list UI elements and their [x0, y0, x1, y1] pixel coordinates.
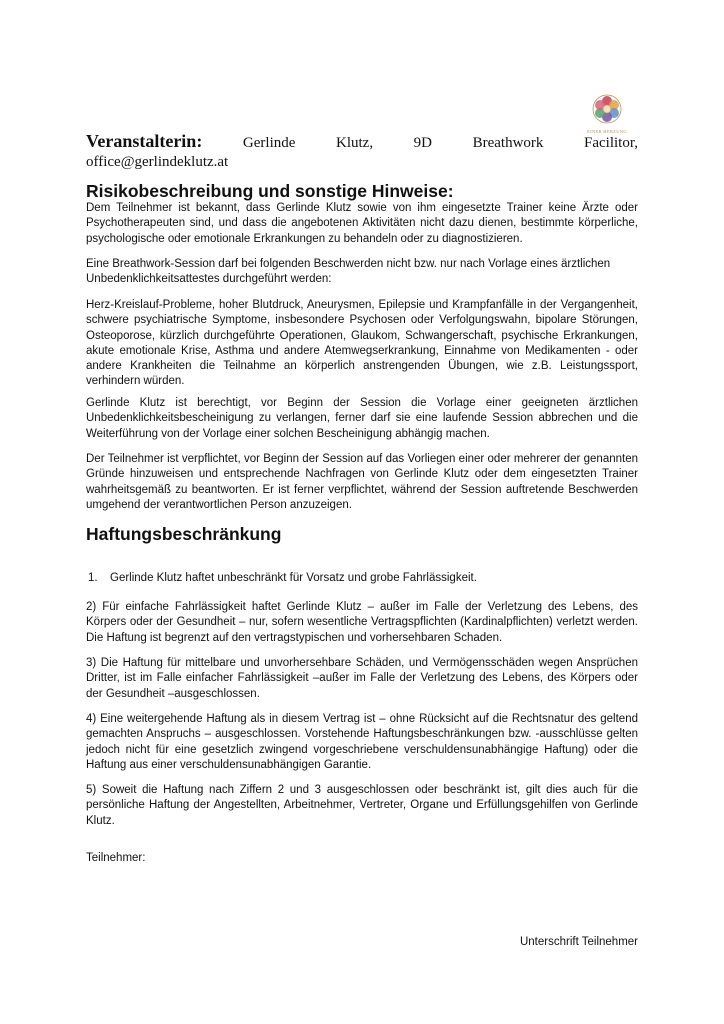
flower-mandala-logo-icon	[586, 90, 628, 128]
risk-paragraph-5: Der Teilnehmer ist verpflichtet, vor Beginn der Session auf das Vorliegen einer oder mehrerer der genannten Gründe hinzuweisen und entsprechende Nachfragen von Gerlinde Klutz oder dem eingesetzten Trainer wahrheitsgemäß zu beantworten. Er ist ferner verpflichtet, während der Session auftretende Beschwerden umgehend der verantwortlichen Person anzuzeigen.	[86, 453, 638, 511]
risk-paragraph-1: Dem Teilnehmer ist bekannt, dass Gerlinde Klutz sowie von ihm eingesetzte Trainer keine Ärzte oder Psychotherapeuten sind, und dass die angebotenen Aktivitäten nicht dazu dienen, bestimmte körperliche, psychologische oder emotionale Erkrankungen zu behandeln oder zu diagnostizieren.	[86, 202, 638, 245]
liability-item-1	[88, 571, 638, 586]
liability-item-1-text: Gerlinde Klutz haftet unbeschränkt für Vorsatz und grobe Fahrlässigkeit.	[110, 572, 477, 584]
logo-caption: EINER HERZUNG	[587, 129, 627, 134]
liability-paragraph-5: 5) Soweit die Haftung nach Ziffern 2 und 3 ausgeschlossen oder beschränkt ist, gilt dies auch für die persönliche Haftung der Angestellten, Arbeitnehmer, Vertreter, Organe und Erfüllungsgehilfen von Gerlinde Klutz.	[86, 784, 638, 827]
signature-label: Unterschrift Teilnehmer	[519, 936, 638, 948]
organizer-email: office@gerlindeklutz.at	[86, 154, 229, 170]
organizer-9d: 9D	[413, 135, 433, 151]
organizer-first-name: Gerlinde	[242, 135, 296, 151]
liability-paragraph-4: 4) Eine weitergehende Haftung als in diesem Vertrag ist – ohne Rücksicht auf die Rechtsnatur des geltend gemachten Anspruchs – ausgeschlossen. Vorstehende Haftungsbeschränkungen bzw. -ausschlüsse gelten jedoch nicht für eine gesetzlich zwingend vorgeschriebene verschuldensunabhängige Haftung) oder die Haftung aus einer verschuldensunabhängigen Garantie.	[86, 713, 638, 771]
risk-paragraph-2: Eine Breathwork-Session darf bei folgenden Beschwerden nicht bzw. nur nach Vorlage eines ärztlichen Unbedenklichkeitsattestes durchgeführt werden:	[86, 258, 611, 286]
risk-paragraph-3: Herz-Kreislauf-Probleme, hoher Blutdruck, Aneurysmen, Epilepsie und Krampfanfälle in der Vergangenheit, schwere psychiatrische Symptome, insbesondere Psychosen oder Verfolgungswahn, bipolare Störungen, Osteoporose, kürzlich durchgeführte Operationen, Glaukom, Schwangerschaft, psychische Erkrankungen, akute emotionale Krise, Asthma und andere Atemwegserkrankung, Einnahme von Medikamenten - oder andere Krankheiten die Teilnahme an körperlich anstrengenden Übungen, wie z.B. Leistungssport, verhindern würden.	[86, 299, 638, 388]
organizer-line	[86, 131, 638, 153]
liability-item-1-marker: 1.	[88, 572, 98, 584]
organizer-last-name: Klutz,	[336, 135, 374, 151]
risk-heading: Risikobeschreibung und sonstige Hinweise:	[86, 181, 454, 201]
organizer-breathwork: Breathwork	[472, 135, 544, 151]
participant-label: Teilnehmer:	[86, 852, 146, 864]
logo	[586, 90, 628, 134]
liability-paragraph-3: 3) Die Haftung für mittelbare und unvorhersehbare Schäden, und Vermögensschäden wegen Ansprüchen Dritter, ist im Falle einfacher Fahrlässigkeit –außer im Falle der Verletzung des Lebens, des Körpers oder der Gesundheit –ausgeschlossen.	[86, 657, 638, 700]
organizer-label: Veranstalterin:	[86, 131, 203, 151]
liability-heading: Haftungsbeschränkung	[86, 524, 282, 544]
risk-paragraph-4: Gerlinde Klutz ist berechtigt, vor Beginn der Session die Vorlage einer geeigneten ärztlichen Unbedenklichkeitsbescheinigung zu verlangen, ferner darf sie eine laufende Session abbrechen und die Weiterführung von der Vorlage einer solchen Bescheinigung abhängig machen.	[86, 397, 638, 440]
organizer-header	[86, 131, 638, 171]
organizer-role: Facilitor,	[584, 135, 638, 151]
liability-paragraph-2: 2) Für einfache Fahrlässigkeit haftet Gerlinde Klutz – außer im Falle der Verletzung des Lebens, des Körpers oder der Gesundheit – nur, sofern wesentliche Vertragspflichten (Kardinalpflichten) verletzt werden. Die Haftung ist begrenzt auf den vertragstypischen und vorhersehbaren Schaden.	[86, 601, 638, 644]
